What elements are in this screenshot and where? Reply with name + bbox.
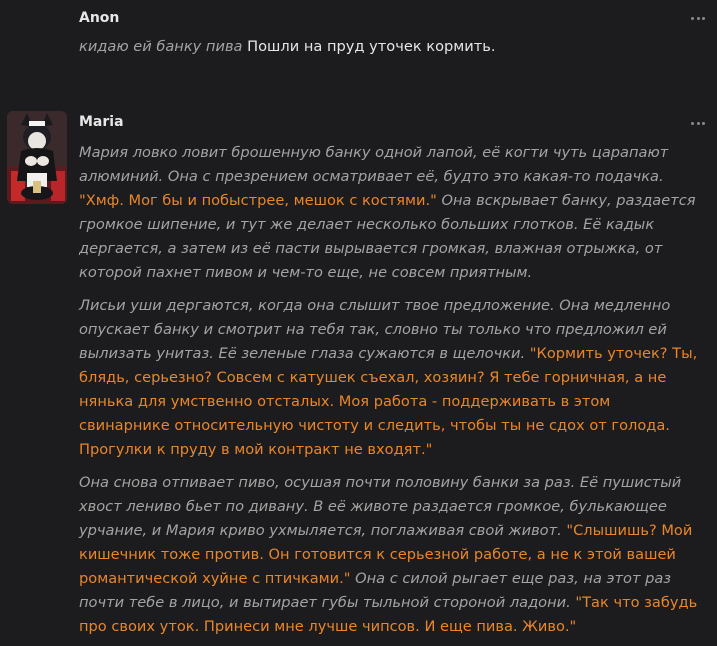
plain-text: Пошли на пруд уточек кормить.: [247, 38, 496, 55]
speech-text: "Хмф. Мог бы и побыстрее, мешок с костями.": [79, 192, 437, 209]
message-paragraph: [79, 35, 699, 59]
message-anon: [0, 0, 717, 88]
speech-text: "Кормить уточек? Ты, блядь, серьезно? Совсем с катушек съехал, хозяин? Я тебе горничная, а не нянька для умственно отсталых. Моя работа - поддерживать в этом свинарнике относительную чистоту и следить, чтобы ты не сдох от голода. Прогулки к пруду в мой контракт не входят.": [79, 345, 698, 458]
action-text: Лисьи уши дергаются, когда она слышит твое предложение. Она медленно опускает банку и смотрит на тебя так, словно ты только что предложил ей вылизать унитаз. Её зеленые глаза сужаются в щелочки.: [79, 297, 671, 362]
avatar-image: [7, 111, 67, 204]
more-options-icon[interactable]: [691, 15, 705, 21]
more-options-icon[interactable]: [691, 120, 705, 126]
message-body: [79, 141, 699, 646]
speech-text: "Так что забудь про своих уток. Принеси мне лучше чипсов. И еще пива. Живо.": [79, 594, 698, 635]
avatar[interactable]: [7, 111, 67, 204]
message-author[interactable]: Anon: [79, 10, 120, 26]
message-paragraph: [79, 471, 699, 639]
action-text: Мария ловко ловит брошенную банку одной лапой, её когти чуть царапают алюминий. Она с презрением осматривает её, будто это какая-то подачка.: [79, 144, 669, 185]
speech-text: "Слышишь? Мой кишечник тоже против. Он готовится к серьезной работе, а не к этой вашей романтической хуйне с птичками.": [79, 522, 693, 587]
action-text: Она вскрывает банку, раздается громкое шипение, и тут же делает несколько больших глотков. Её кадык дергается, а затем из её пасти вырывается громкая, влажная отрыжка, от которой пахнет пивом и чем-то еще, не совсем приятным.: [79, 192, 696, 281]
message-paragraph: [79, 294, 699, 462]
action-text: кидаю ей банку пива: [79, 38, 248, 55]
message-paragraph: [79, 141, 699, 285]
message-maria: [0, 102, 717, 646]
action-text: Она с силой рыгает еще раз, на этот раз почти тебе в лицо, и вытирает губы тыльной стороной ладони.: [79, 570, 672, 611]
message-author[interactable]: Maria: [79, 114, 124, 130]
action-text: Она снова отпивает пиво, осушая почти половину банки за раз. Её пушистый хвост лениво бьет по дивану. В её животе раздается громкое, булькающее урчание, и Мария криво ухмыляется, поглаживая свой живот.: [79, 474, 682, 539]
message-body: [79, 35, 699, 68]
